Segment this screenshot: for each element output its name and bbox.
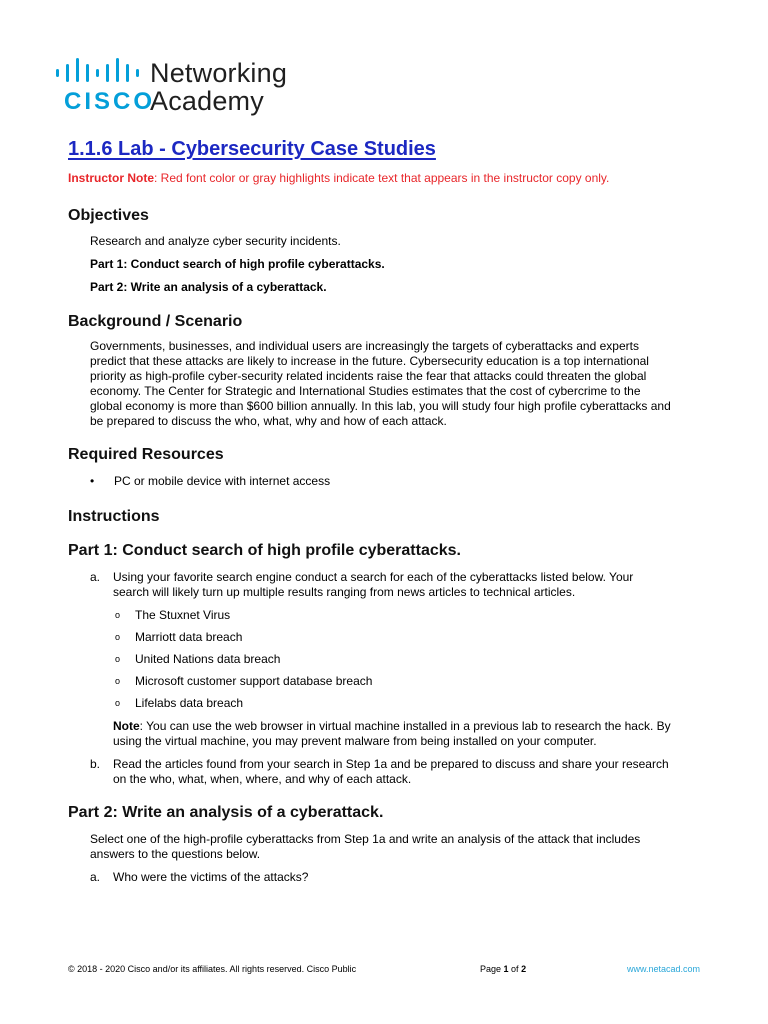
step-a-line: Using your favorite search engine conduct a search for each of the cyberattacks listed below. Your [113,570,634,584]
instructor-note-text: : Red font color or gray highlights indicate text that appears in the instructor copy only. [154,171,610,185]
background-heading: Background / Scenario [68,313,243,330]
page-total: 2 [521,964,527,974]
background-line: predict that these attacks are likely to increase in the future. Cybersecurity education is a top international [90,354,649,368]
part1-steps [68,570,700,787]
step-b [68,757,700,787]
step-b-line: on the who, what, when, where, and why of each attack. [113,772,412,786]
page-of: of [508,964,522,974]
copyright-text: © 2018 - 2020 Cisco and/or its affiliates. All rights reserved. Cisco Public [68,964,357,974]
page-footer [68,964,700,978]
step-a [68,870,700,885]
document-body [68,138,700,885]
attack-item: o Marriott data breach [113,630,700,645]
objective-part1: Part 1: Conduct search of high profile cyberattacks. [90,257,385,271]
step-letter: a. [90,570,101,584]
part2-intro-line: Select one of the high-profile cyberattacks from Step 1a and write an analysis of the attack that includes [90,832,641,846]
part1-heading: Part 1: Conduct search of high profile cyberattacks. [68,542,461,559]
step-a-text: Who were the victims of the attacks? [113,870,309,884]
objectives-intro: Research and analyze cyber security incidents. [90,234,341,248]
step-a-line: search will likely turn up multiple results ranging from news articles to technical articles. [113,585,576,599]
logo-academy-text: Academy [150,86,264,116]
background-line: economy. The Center for Strategic and International Studies estimates that the cost of cybercrime to the [90,384,641,398]
step-a-note [113,719,700,749]
cisco-networking-academy-logo [54,58,314,118]
attack-item: o Microsoft customer support database breach [113,674,700,689]
step-letter: b. [90,757,101,771]
attack-item: o Lifelabs data breach [113,696,700,711]
background-line: priority as high-profile cyber-security related incidents raise the fear that attacks could threaten the global [90,369,647,383]
objective-part2: Part 2: Write an analysis of a cyberattack. [90,280,327,294]
website-link[interactable]: www.netacad.com [626,964,700,974]
attacks-list [113,608,700,711]
background-paragraph [90,339,700,429]
page-indicator [480,964,526,974]
instructor-note [68,171,700,185]
page-title: 1.1.6 Lab - Cybersecurity Case Studies [68,138,436,160]
part2-intro [90,832,700,862]
note-line: : You can use the web browser in virtual machine installed in a previous lab to research the hack. By [139,719,671,733]
background-line: global economy is more than $600 billion annually. In this lab, you will study four high profile cyberattacks and [90,399,671,413]
note-line: using the virtual machine, you may prevent malware from being installed on your computer. [113,734,597,748]
step-a [68,570,700,749]
objectives-heading: Objectives [68,207,149,224]
cisco-wordmark: CISCO [64,88,156,115]
part2-steps [68,870,700,885]
logo-networking-text: Networking [150,58,288,88]
instructions-heading: Instructions [68,508,160,525]
part2-heading: Part 2: Write an analysis of a cyberattack. [68,804,384,821]
step-letter: a. [90,870,101,884]
resources-list [68,474,700,489]
background-line: be prepared to discuss the who, what, why and how of each attack. [90,414,447,428]
instructor-note-label: Instructor Note [68,171,155,185]
cisco-bars-icon [54,58,144,84]
page-prefix: Page [480,964,504,974]
resource-item: • PC or mobile device with internet access [90,474,700,489]
background-line: Governments, businesses, and individual users are increasingly the targets of cyberattacks and experts [90,339,639,353]
resources-heading: Required Resources [68,446,224,463]
attack-item: o The Stuxnet Virus [113,608,700,623]
page-current: 1 [503,964,509,974]
part2-intro-line: answers to the questions below. [90,847,261,861]
attack-item: o United Nations data breach [113,652,700,667]
step-b-line: Read the articles found from your search in Step 1a and be prepared to discuss and share your research [113,757,669,771]
note-label: Note [113,719,140,733]
